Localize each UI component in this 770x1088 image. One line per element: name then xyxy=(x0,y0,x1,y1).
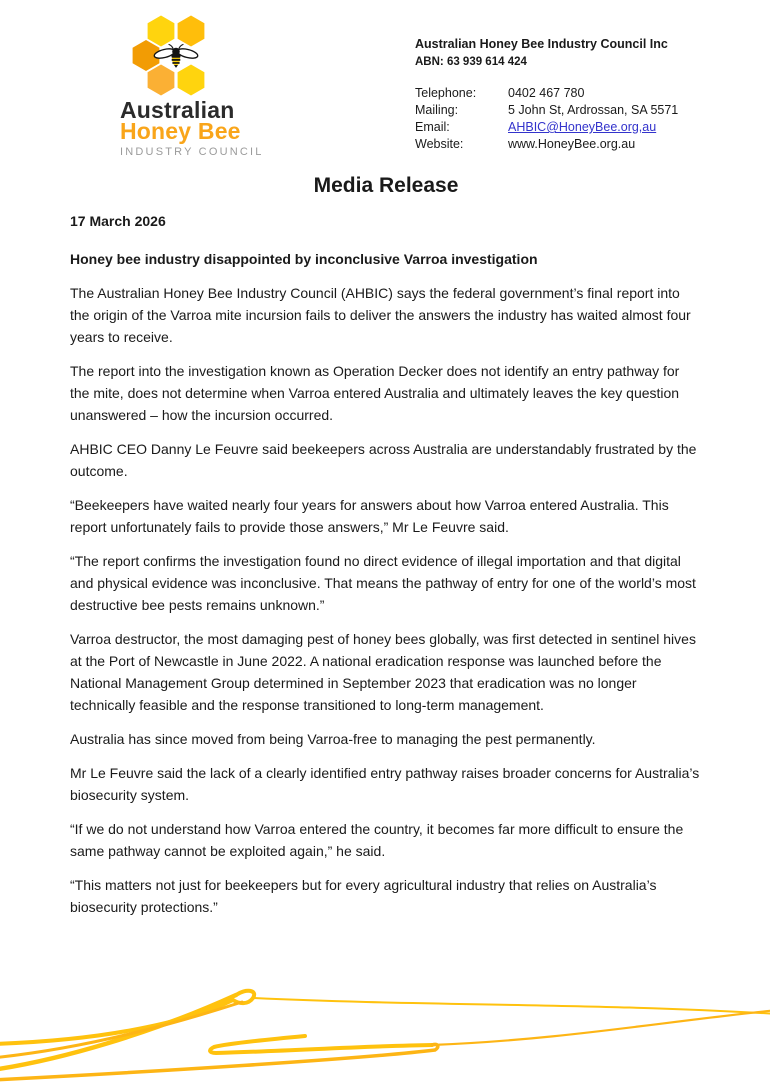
contact-row-telephone xyxy=(415,85,700,102)
bee-icon xyxy=(153,45,198,68)
body-paragraph: Varroa destructor, the most damaging pest of honey bees globally, was first detected in sentinel hives at the Port of Newcastle in June 2022. A national eradication response was launched before the National Management Group determined in September 2023 that eradication was no longer technically feasible and the response transitioned to long-term management. xyxy=(70,631,696,713)
contact-row-mailing xyxy=(415,102,700,119)
release-date: 17 March 2026 xyxy=(70,213,166,229)
contact-rows xyxy=(415,85,700,153)
contact-row-email xyxy=(415,119,700,136)
headline: Honey bee industry disappointed by inconclusive Varroa investigation xyxy=(70,251,538,267)
honeycomb-bee-logo-icon xyxy=(131,10,243,102)
footer-swoosh-flourish xyxy=(0,948,770,1088)
abn-number: ABN: 63 939 614 424 xyxy=(415,56,527,68)
body-paragraph: “If we do not understand how Varroa entered the country, it becomes far more difficult to ensure the same pathway cannot be exploited again,” he said. xyxy=(70,821,684,859)
body-paragraph: “The report confirms the investigation found no direct evidence of illegal importation and that digital and physical evidence was inconclusive. That means the pathway of entry for one of the world’s most destructive bee pests remains unknown.” xyxy=(70,553,696,613)
contact-row-website xyxy=(415,136,700,153)
body-paragraph: The report into the investigation known as Operation Decker does not identify an entry pathway for the mite, does not determine when Varroa entered Australia and ultimately leaves the key question unanswered – how the incursion occurred. xyxy=(70,363,680,423)
telephone-label: Telephone: xyxy=(415,86,477,100)
body-paragraph: AHBIC CEO Danny Le Feuvre said beekeepers across Australia are understandably frustrated by the outcome. xyxy=(70,441,697,479)
mailing-value: 5 John St, Ardrossan, SA 5571 xyxy=(508,103,679,117)
body-paragraph: The Australian Honey Bee Industry Council (AHBIC) says the federal government’s final report into the origin of the Varroa mite incursion fails to deliver the answers the industry has waited almost four years to receive. xyxy=(70,285,691,345)
body-paragraph: Mr Le Feuvre said the lack of a clearly identified entry pathway raises broader concerns for Australia’s biosecurity system. xyxy=(70,765,700,803)
mailing-label: Mailing: xyxy=(415,103,459,117)
logo-wordmark xyxy=(120,99,264,158)
logo-wordmark-line2: Honey Bee xyxy=(120,118,241,144)
contact-block xyxy=(415,36,700,153)
org-name: Australian Honey Bee Industry Council Inc xyxy=(415,37,668,51)
logo-wordmark-line1: Australian xyxy=(120,97,235,123)
body-paragraph: Australia has since moved from being Varroa-free to managing the pest permanently. xyxy=(70,731,596,747)
document-title: Media Release xyxy=(313,174,459,197)
website-value: www.HoneyBee.org.au xyxy=(508,137,636,151)
body-paragraph: “Beekeepers have waited nearly four years for answers about how Varroa entered Australia. This report unfortunately fails to provide those answers,” Mr Le Feuvre said. xyxy=(70,497,669,535)
email-link[interactable]: AHBIC@HoneyBee.org,au xyxy=(508,120,657,134)
document-body xyxy=(70,173,702,930)
logo-wordmark-tagline: INDUSTRY COUNCIL xyxy=(120,146,264,158)
email-label: Email: xyxy=(415,120,450,134)
website-label: Website: xyxy=(415,137,464,151)
telephone-value: 0402 467 780 xyxy=(508,86,585,100)
body-paragraph: “This matters not just for beekeepers but for every agricultural industry that relies on Australia’s biosecurity protections.” xyxy=(70,877,657,915)
